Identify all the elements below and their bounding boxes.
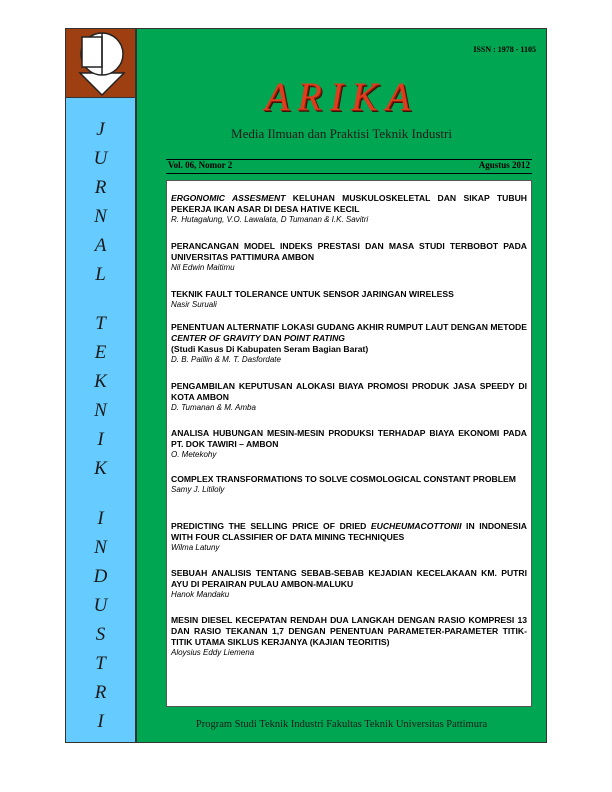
article-authors: R. Hutagalung, V.O. Lawalata, D Tumanan & I.K. Savitri — [171, 215, 369, 224]
article-title: COMPLEX TRANSFORMATIONS TO SOLVE COSMOLOGICAL CONSTANT PROBLEM — [171, 474, 516, 484]
journal-logo — [65, 28, 136, 98]
article-authors: Nasir Suruali — [171, 300, 217, 309]
sidebar-letter: T — [95, 313, 106, 334]
article-authors: Samy J. Litiloly — [171, 485, 225, 494]
sidebar-letter: E — [94, 342, 107, 363]
article-authors: D. B. Paillin & M. T. Dasfordate — [171, 355, 281, 364]
sidebar-letter: J — [96, 119, 105, 140]
article-title: PENENTUAN ALTERNATIF LOKASI GUDANG AKHIR RUMPUT LAUT DENGAN METODE CENTER OF GRAVITY DAN POINT RATING — [171, 322, 527, 343]
sidebar-letter: N — [94, 537, 107, 558]
sidebar-letter: I — [97, 508, 104, 529]
sidebar-letter: I — [97, 711, 104, 732]
article-entry[interactable] — [171, 521, 527, 553]
article-authors: Aloysius Eddy Liemena — [171, 648, 255, 657]
divider-bottom — [166, 173, 532, 174]
sidebar-letter: U — [93, 148, 108, 169]
article-entry[interactable] — [171, 381, 527, 413]
article-authors: O. Metekohy — [171, 450, 217, 459]
article-entry[interactable] — [171, 568, 527, 600]
article-title: PERANCANGAN MODEL INDEKS PRESTASI DAN MASA STUDI TERBOBOT PADA UNIVERSITAS PATTIMURA AMBON — [171, 241, 527, 262]
article-title: MESIN DIESEL KECEPATAN RENDAH DUA LANGKAH DENGAN RASIO KOMPRESI 13 DAN RASIO TEKANAN 1,7 DENGAN PENENTUAN PARAMETER-PARAMETER TITIK-TITIK UTAMA SIKLUS KERJANYA (KAJIAN TEORITIS) — [171, 615, 527, 647]
article-entry[interactable] — [171, 322, 527, 365]
article-authors: Wilma Latuny — [171, 543, 220, 552]
sidebar-letter: U — [93, 595, 108, 616]
journal-subtitle: Media Ilmuan dan Praktisi Teknik Industri — [231, 126, 452, 141]
article-entry[interactable] — [171, 428, 527, 460]
sidebar-letter: T — [95, 653, 106, 674]
issue-date: Agustus 2012 — [478, 160, 530, 170]
sidebar-letter: L — [95, 264, 106, 285]
table-of-contents — [166, 180, 532, 707]
sidebar-letter: K — [94, 458, 107, 479]
article-authors: Nil Edwin Maitimu — [171, 263, 235, 272]
sidebar-letter: N — [94, 206, 107, 227]
article-title: ANALISA HUBUNGAN MESIN-MESIN PRODUKSI TERHADAP BIAYA EKONOMI PADA PT. DOK TAWIRI – AMBON — [171, 428, 527, 449]
sidebar-letter: R — [94, 177, 107, 198]
sidebar-letter: I — [97, 429, 104, 450]
article-authors: Hanok Mandaku — [171, 590, 230, 599]
article-entry[interactable] — [171, 193, 527, 225]
issn: ISSN : 1978 - 1105 — [473, 45, 536, 54]
cover-main — [136, 28, 547, 743]
article-entry[interactable] — [171, 289, 527, 310]
article-subtitle: (Studi Kasus Di Kabupaten Seram Bagian Barat) — [171, 344, 369, 354]
issue-bar — [166, 159, 532, 172]
article-entry[interactable] — [171, 241, 527, 273]
article-authors: D. Tumanan & M. Amba — [171, 403, 256, 412]
logo-icon — [66, 29, 137, 99]
sidebar-letter: D — [93, 566, 108, 587]
article-title: PENGAMBILAN KEPUTUSAN ALOKASI BIAYA PROMOSI PRODUK JASA SPEEDY DI KOTA AMBON — [171, 381, 527, 402]
sidebar-letter: A — [94, 235, 107, 256]
article-title: TEKNIK FAULT TOLERANCE UNTUK SENSOR JARINGAN WIRELESS — [171, 289, 454, 299]
sidebar-letter: N — [94, 400, 107, 421]
sidebar-letter: K — [94, 371, 107, 392]
volume-number: Vol. 06, Nomor 2 — [168, 160, 233, 170]
article-title: ERGONOMIC ASSESMENT KELUHAN MUSKULOSKELETAL DAN SIKAP TUBUH PEKERJA IKAN ASAR DI DESA HATIVE KECIL — [171, 193, 528, 214]
journal-title: ARIKA — [264, 74, 419, 119]
sidebar-letter: S — [95, 624, 106, 645]
article-entry[interactable] — [171, 474, 527, 495]
article-entry[interactable] — [171, 615, 527, 658]
article-title: SEBUAH ANALISIS TENTANG SEBAB-SEBAB KEJADIAN KECELAKAAN KM. PUTRI AYU DI PERAIRAN PULAU AMBON-MALUKU — [171, 568, 527, 589]
footer-institution: Program Studi Teknik Industri Fakultas Teknik Universitas Pattimura — [195, 719, 488, 730]
article-title: PREDICTING THE SELLING PRICE OF DRIED EUCHEUMACOTTONII IN INDONESIA WITH FOUR CLASSIFIER OF DATA MINING TECHNIQUES — [171, 521, 527, 542]
sidebar-letter: R — [94, 682, 107, 703]
